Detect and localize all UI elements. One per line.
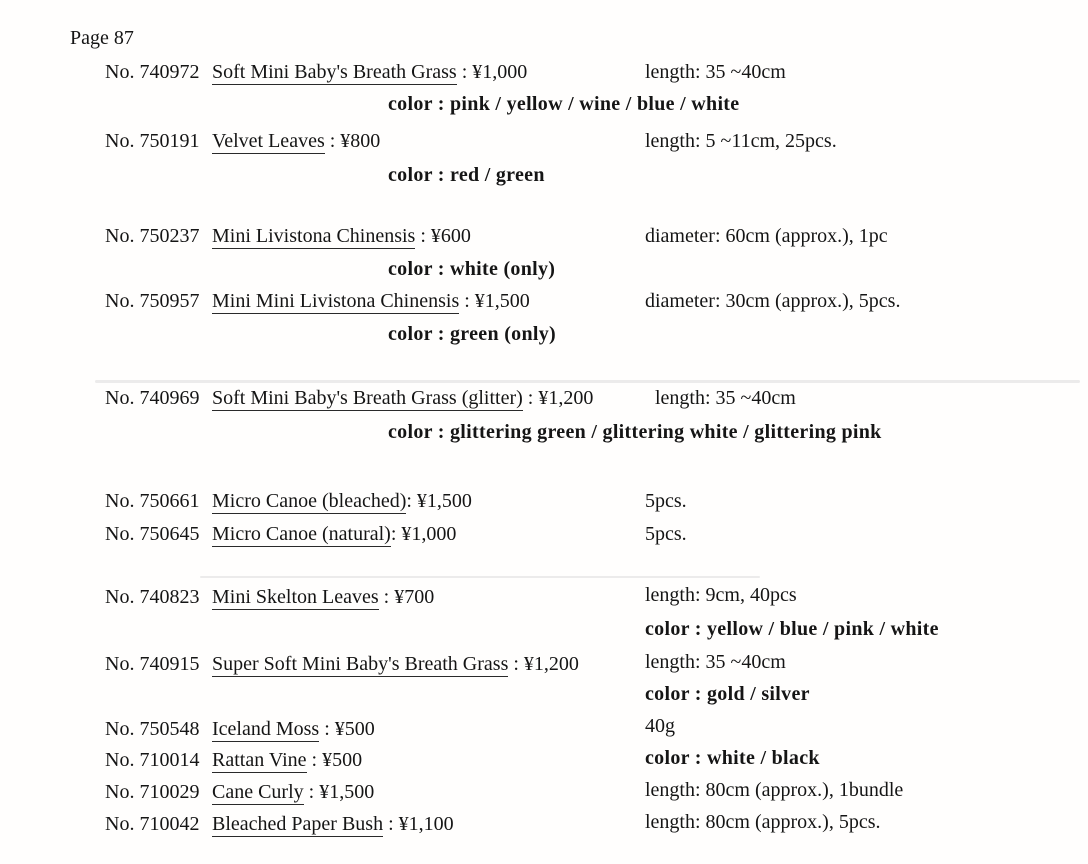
item-detail: length: 9cm, 40pcs [645,584,797,606]
item-color-line: color : white / black [645,747,820,769]
item-price: : ¥1,200 [522,387,594,409]
item-price: : ¥1,100 [383,813,454,835]
item-color-line: color : white (only) [388,258,556,280]
item-number: No. 710042 [105,813,200,835]
item-name: Velvet Leaves [212,130,325,152]
item-name-price [212,224,471,248]
item-price: : ¥1,500 [459,290,530,312]
item-detail: length: 35 ~40cm [655,387,796,409]
item-color-line: color : gold / silver [645,683,810,705]
item-detail: diameter: 30cm (approx.), 5pcs. [645,290,901,312]
item-color-line: color : pink / yellow / wine / blue / white [388,93,740,115]
item-name: Iceland Moss [212,718,320,740]
item-name: Soft Mini Baby's Breath Grass (glitter) [212,387,523,409]
item-color-line: color : yellow / blue / pink / white [645,618,939,640]
item-number: No. 750957 [105,290,200,312]
item-price: : ¥500 [306,749,363,771]
item-name-price [212,748,362,772]
item-number: No. 740915 [105,653,200,675]
item-detail: length: 80cm (approx.), 5pcs. [645,811,881,833]
item-number: No. 750645 [105,523,200,545]
item-name: Mini Mini Livistona Chinensis [212,290,460,312]
item-number: No. 750661 [105,490,200,512]
item-detail: length: 35 ~40cm [645,651,786,673]
item-number: No. 710014 [105,749,200,771]
item-name: Micro Canoe (bleached) [212,490,407,512]
item-name: Super Soft Mini Baby's Breath Grass [212,653,509,675]
item-name: Cane Curly [212,781,304,803]
item-number: No. 710029 [105,781,200,803]
item-price: : ¥1,500 [303,781,375,803]
item-name-price [212,289,530,313]
item-detail: 5pcs. [645,490,687,512]
item-name-price [212,652,579,676]
item-name-price [212,60,527,84]
item-price: : ¥500 [319,718,375,740]
item-name-price [212,129,380,153]
item-detail: length: 5 ~11cm, 25pcs. [645,130,837,152]
scan-artifact [200,576,760,578]
item-name-price [212,585,434,609]
item-number: No. 750237 [105,225,200,247]
item-price: : ¥600 [415,225,471,247]
item-name: Micro Canoe (natural) [212,523,391,545]
item-name-price [212,386,593,410]
page-number-label: Page 87 [70,27,134,49]
item-detail: 40g [645,715,675,737]
item-number: No. 740969 [105,387,200,409]
item-name-price [212,812,454,836]
item-color-line: color : green (only) [388,323,557,345]
item-price: : ¥1,200 [508,653,579,675]
item-number: No. 740823 [105,586,200,608]
item-name-price [212,489,472,513]
item-detail: 5pcs. [645,523,687,545]
item-name-price [212,717,375,741]
item-name-price [212,780,374,804]
item-name-price [212,522,456,546]
item-name: Soft Mini Baby's Breath Grass [212,61,457,83]
item-price: : ¥1,000 [456,61,528,83]
item-color-line: color : red / green [388,164,545,186]
item-detail: length: 80cm (approx.), 1bundle [645,779,904,801]
item-number: No. 750191 [105,130,200,152]
item-price: : ¥1,000 [390,523,457,545]
item-price: : ¥700 [378,586,435,608]
item-detail: diameter: 60cm (approx.), 1pc [645,225,888,247]
item-detail: length: 35 ~40cm [645,61,786,83]
scan-artifact [95,380,1080,383]
item-price: : ¥800 [324,130,381,152]
item-price: : ¥1,500 [406,490,472,512]
item-name: Bleached Paper Bush [212,813,384,835]
item-name: Rattan Vine [212,749,307,771]
item-number: No. 740972 [105,61,200,83]
item-name: Mini Skelton Leaves [212,586,379,608]
item-number: No. 750548 [105,718,200,740]
item-color-line: color : glittering green / glittering white / glittering pink [388,421,882,443]
item-name: Mini Livistona Chinensis [212,225,416,247]
